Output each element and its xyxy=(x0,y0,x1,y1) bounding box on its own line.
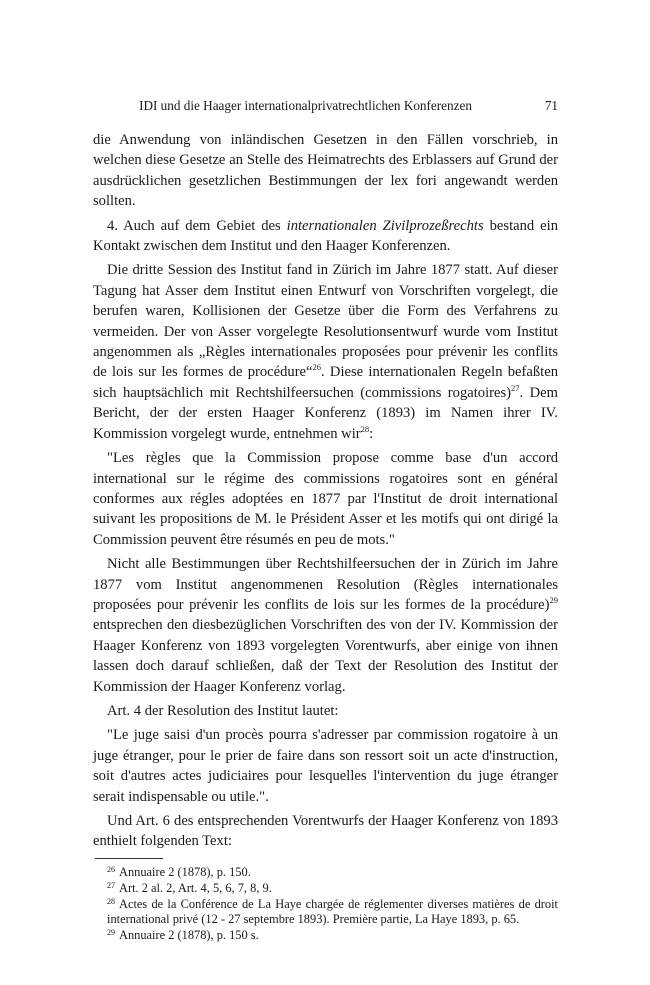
paragraph-4-part-a: Nicht alle Bestimmungen über Rechtshilfeersuchen der in Zürich im Jahre 1877 vom Institut angenommenen Resolution (Règles internationales proposées pour prévenir les conflits de lois sur les formes de la procédure) xyxy=(93,556,558,613)
paragraph-4 xyxy=(93,554,558,697)
paragraph-1: die Anwendung von inländischen Gesetzen in den Fällen vorschrieb, in welchen diese Gesetze an Stelle des Heimatrechts des Erblassers auf Grund der ausdrücklichen gesetzlichen Bestimmungen der lex fori angewandt werden sollten. xyxy=(93,132,558,210)
quote-1: "Les règles que la Commission propose comme base d'un accord international sur le régime des commissions rogatoires sont en général conformes aux régles adoptées en 1877 par l'Institut de droit international suivant les propositions de M. le Président Asser et les motifs qui ont dirigé la Commission peuvent être résumés en peu de mots." xyxy=(93,450,558,548)
paragraph-3-part-d: : xyxy=(369,425,374,442)
footnote-mark: 26 xyxy=(107,864,115,874)
paragraph-4-part-b: entsprechen den diesbezüglichen Vorschriften des von der IV. Kommission der Haager Konferenz von 1893 vorgelegten Vorentwurfs, aber einige von ihnen lassen doch darauf schließen, daß der Text der Resolution des Institut der Kommission der Haager Konferenz vorlag. xyxy=(93,617,558,695)
paragraph-6: Und Art. 6 des entsprechenden Vorentwurfs der Haager Konferenz von 1893 enthielt folgenden Text: xyxy=(93,813,558,850)
running-head xyxy=(93,96,558,118)
paragraph-2-italic: internationalen Zivilprozeßrechts xyxy=(286,217,484,234)
paragraph-3 xyxy=(93,260,558,444)
footnote-text: Art. 2 al. 2, Art. 4, 5, 6, 7, 8, 9. xyxy=(119,880,272,895)
footnote-29 xyxy=(93,928,558,943)
footnote-text: Actes de la Conférence de La Haye chargée de réglementer diverses matières de droit international privé (12 - 27 septembre 1893). Première partie, La Haye 1893, p. 65. xyxy=(107,896,558,926)
paragraph-2 xyxy=(93,216,558,257)
paragraph-3-part-a: Die dritte Session des Institut fand in Zürich im Jahre 1877 statt. Auf dieser Tagung hat Asser dem Institut einen Entwurf von Vorschriften vorgelegt, die berufen waren, Kollisionen der Gesetze über die Form des Verfahrens zu vermeiden. Der von Asser vorgelegte Resolutionsentwurf wurde vom Institut angenommen als „Règles internationales proposées pour prévenir les conflits de lois sur les formes de procédure“ xyxy=(93,262,558,381)
paragraph-5: Art. 4 der Resolution des Institut lautet: xyxy=(107,702,339,719)
paragraph-2-start: 4. Auch auf dem Gebiet des xyxy=(107,217,287,234)
footnote-mark: 27 xyxy=(107,880,115,890)
paragraph-3-part-b: . Diese internationalen Regeln befaßten sich hauptsächlich mit Rechtshilfeersuchen (commissions rogatoires) xyxy=(93,364,558,401)
footnote-26 xyxy=(93,865,558,880)
footnote-text: Annuaire 2 (1878), p. 150 s. xyxy=(119,927,259,942)
footnote-divider xyxy=(95,858,163,859)
footnote-27 xyxy=(93,881,558,896)
footnote-ref-29: 29 xyxy=(549,594,558,605)
running-head-title: IDI und die Haager internationalprivatrechtlichen Konferenzen xyxy=(139,98,472,113)
quote-2: "Le juge saisi d'un procès pourra s'adresser par commission rogatoire à un juge étranger, pour le prier de faire dans son ressort soit un acte d'instruction, soit d'autres actes judiciaires pour lesquelles l'intervention du juge étranger serait indispensable ou utile.". xyxy=(93,727,558,805)
footnote-28 xyxy=(93,897,558,927)
footnote-text: Annuaire 2 (1878), p. 150. xyxy=(119,864,251,879)
footnote-ref-27: 27 xyxy=(511,382,520,393)
paragraph-2-end: bestand ein Kontakt zwischen dem Institut und den Haager Konferenzen. xyxy=(93,217,558,255)
paragraph-3-part-c: . Dem Bericht, der der ersten Haager Konferenz (1893) im Namen ihrer IV. Kommission vorgelegt wurde, entnehmen wir xyxy=(93,384,558,442)
footnote-ref-26: 26 xyxy=(312,362,322,373)
footnotes xyxy=(93,865,558,943)
footnote-mark: 28 xyxy=(107,896,115,906)
body-text xyxy=(93,130,558,852)
footnote-ref-28: 28 xyxy=(360,423,370,434)
footnote-mark: 29 xyxy=(107,927,115,937)
page-number: 71 xyxy=(544,98,558,113)
